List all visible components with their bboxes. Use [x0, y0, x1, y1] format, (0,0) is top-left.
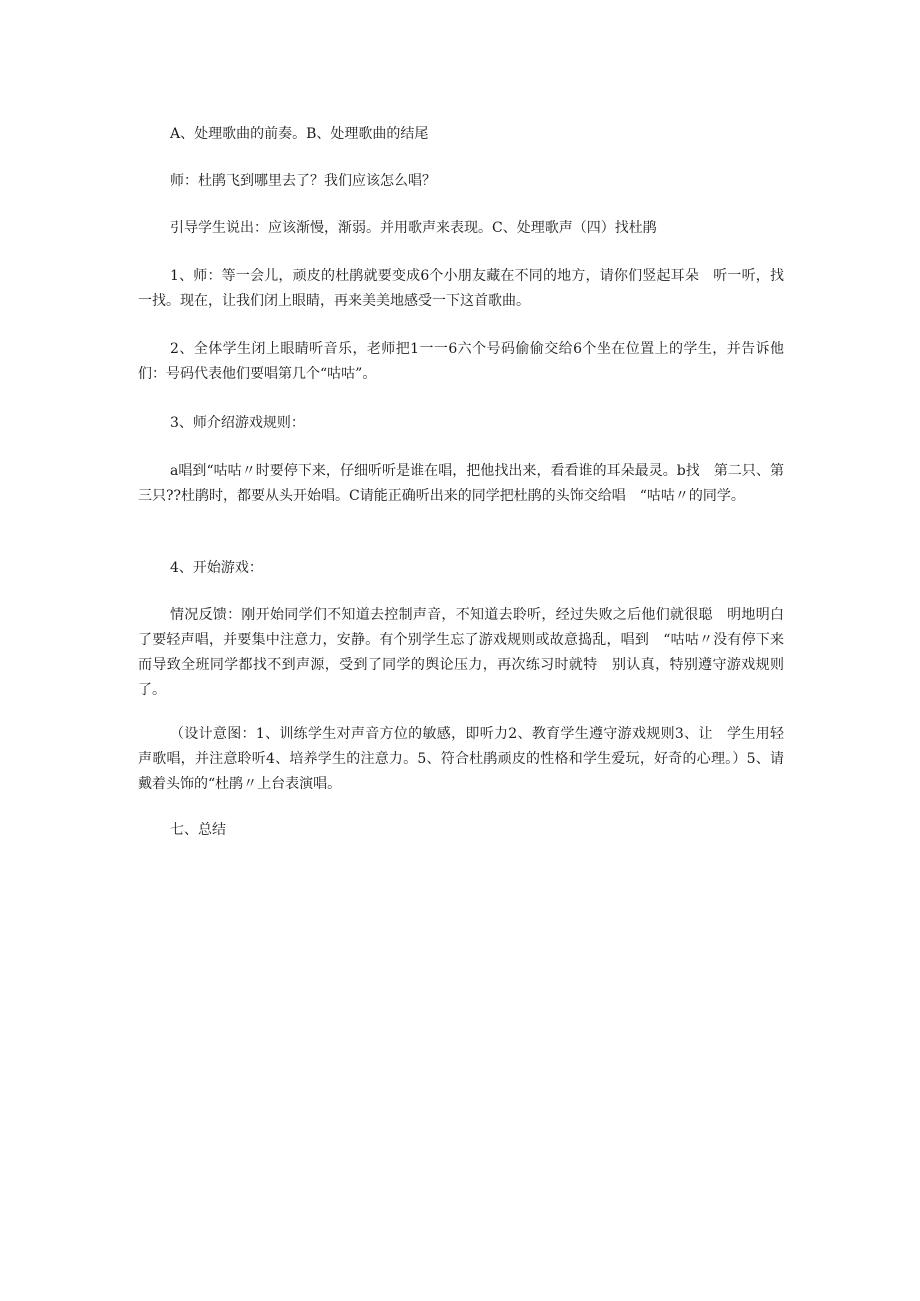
paragraph-2: 师：杜鹃飞到哪里去了？我们应该怎么唱？	[170, 173, 436, 189]
paragraph-5: 2、全体学生闭上眼睛听音乐，老师把1一一6六个号码偷偷交给6个坐在位置上的学生，并告诉他们：号码代表他们要唱第几个“咕咕”。	[138, 341, 784, 382]
paragraph-11: 七、总结	[170, 822, 226, 838]
paragraph-10: （设计意图：1、训练学生对声音方位的敏感，即听力2、教育学生遵守游戏规则3、让 学生用轻声歌唱，并注意聆听4、培养学生的注意力。5、符合杜鹃顽皮的性格和学生爱玩，好奇的心理。）5、请戴着头饰的“杜鹃〃上台表演唱。	[138, 726, 784, 792]
paragraph-1: A、处理歌曲的前奏。B、处理歌曲的结尾	[170, 126, 429, 142]
paragraph-4: 1、师：等一会儿，顽皮的杜鹃就要变成6个小朋友藏在不同的地方，请你们竖起耳朵 听一听，找一找。现在，让我们闭上眼睛，再来美美地感受一下这首歌曲。	[138, 268, 784, 309]
paragraph-7: a唱到“咕咕〃时要停下来，仔细听听是谁在唱，把他找出来，看看谁的耳朵最灵。b找 第二只、第三只??杜鹃时，都要从头开始唱。C请能正确听出来的同学把杜鹃的头饰交给唱 “咕咕〃的同学。	[138, 463, 784, 504]
paragraph-6: 3、师介绍游戏规则：	[170, 415, 305, 431]
paragraph-9: 情况反馈：刚开始同学们不知道去控制声音，不知道去聆听，经过失败之后他们就很聪 明地明白了要轻声唱，并要集中注意力，安静。有个别学生忘了游戏规则或故意捣乱，唱到 “咕咕〃没有停下来而导致全班同学都找不到声源，受到了同学的舆论压力，再次练习时就特 别认真，特别遵守游戏规则了。	[138, 607, 784, 698]
paragraph-8: 4、开始游戏：	[170, 560, 263, 576]
paragraph-3: 引导学生说出：应该渐慢，渐弱。并用歌声来表现。C、处理歌声（四）找杜鹃	[170, 220, 657, 236]
